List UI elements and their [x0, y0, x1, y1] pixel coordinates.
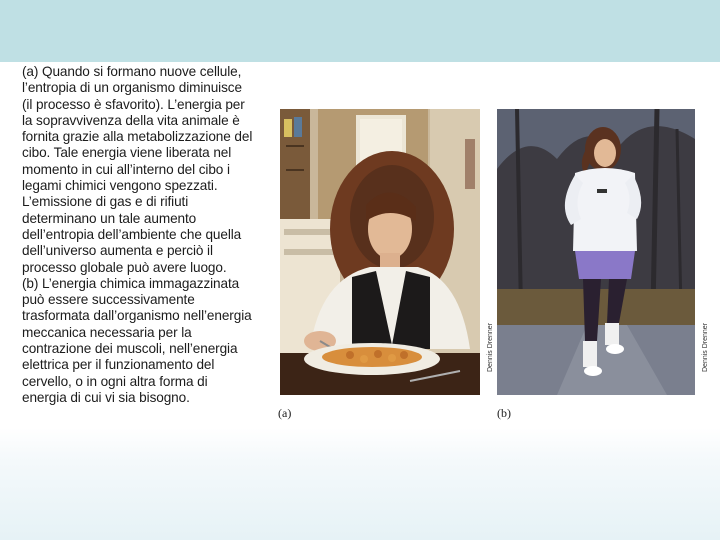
photo-running-illustration — [497, 109, 695, 395]
photo-running — [497, 109, 695, 395]
bottom-background — [0, 428, 720, 540]
photo-credit-a: Dennis Drenner — [487, 322, 494, 372]
photo-eating — [280, 109, 480, 395]
figure-caption — [22, 64, 254, 406]
figure-label-b: (b) — [497, 406, 511, 420]
photo-eating-illustration — [280, 109, 480, 395]
photo-credit-b: Dennis Drenner — [702, 322, 709, 372]
slide-content — [10, 62, 720, 428]
top-banner — [0, 0, 720, 62]
caption-part-b: (b) L’energia chimica immagazzinata può essere successivamente trasformata dall’organismo nell’energia meccanica necessaria per la contrazione dei muscoli, nell’energia elettrica per il funzionamento del cervello, o in ogni altra forma di energia di cui vi sia bisogno. — [22, 275, 252, 405]
caption-part-a: (a) Quando si formano nuove cellule, l’entropia di un organismo diminuisce (il processo è sfavorito). L’energia per la sopravvivenza della vita animale è fornita grazie alla metabolizzazione del cibo. Tale energia viene liberata nel momento in cui all’interno del cibo i legami chimici vengono spezzati. L’emissione di gas e di rifiuti determinano un tale aumento dell’entropia dell’ambiente che quella dell’universo aumenta e perciò il processo globale può avere luogo. — [22, 64, 253, 275]
figure-label-a: (a) — [278, 406, 292, 420]
